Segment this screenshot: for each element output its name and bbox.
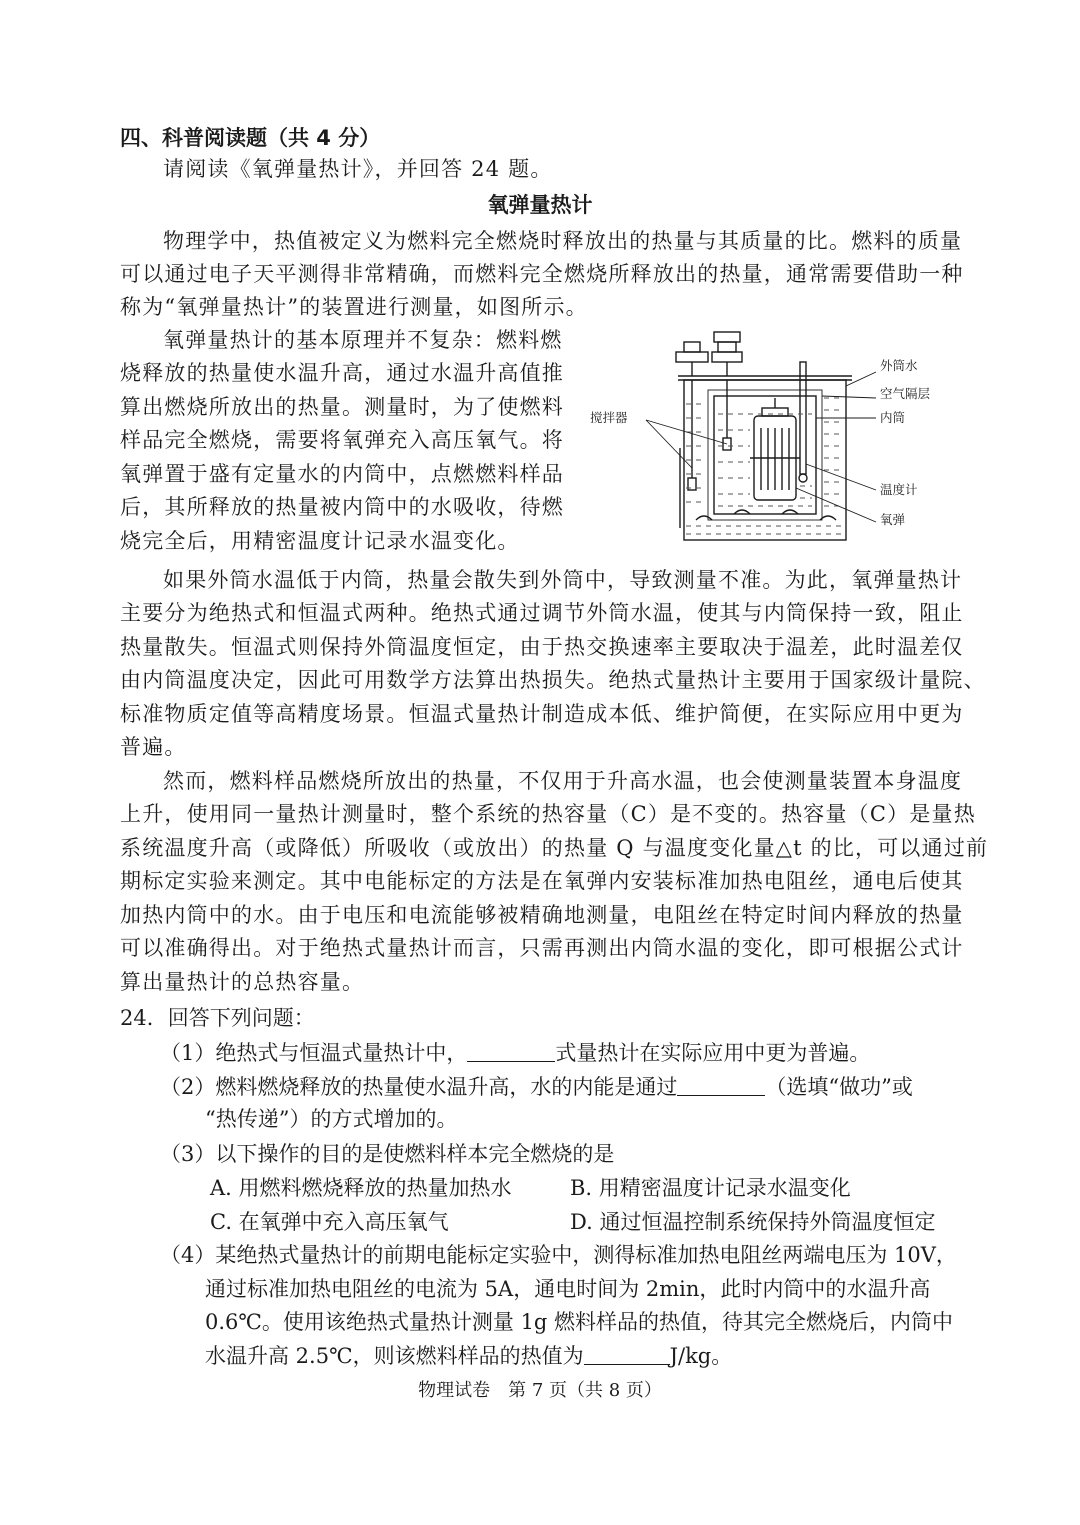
question-2: [160, 1072, 913, 1102]
question-3: （3）以下操作的目的是使燃料样本完全燃烧的是: [160, 1142, 615, 1166]
stirrer-motor-left: [676, 352, 708, 362]
paragraph-line: 普遍。: [120, 735, 187, 759]
paragraph-line: 烧完全后，用精密温度计记录水温变化。: [120, 529, 520, 553]
stirrer-motor-right: [714, 332, 740, 342]
paragraph-line: 算出燃烧所放出的热量。测量时，为了使燃料: [120, 395, 564, 419]
question-1-text: （1）绝热式与恒温式量热计中，: [160, 1041, 468, 1065]
paragraph-line: 加热内筒中的水。由于电压和电流能够被精确地测量，电阻丝在特定时间内释放的热量: [120, 903, 964, 927]
paragraph-line: 可以准确得出。对于绝热式量热计而言，只需再测出内筒水温的变化，即可根据公式计: [120, 936, 964, 960]
answer-blank-2[interactable]: [677, 1073, 765, 1096]
answer-blank-4[interactable]: [584, 1342, 670, 1365]
option-c[interactable]: C. 在氧弹中充入高压氧气: [210, 1210, 449, 1234]
paragraph-line: 称为“氧弹量热计”的装置进行测量，如图所示。: [120, 295, 588, 319]
paragraph-line: 烧释放的热量使水温升高，通过水温升高值推: [120, 361, 564, 385]
paragraph-line: 样品完全燃烧，需要将氧弹充入高压氧气。将: [120, 428, 564, 452]
label-oxygen-bomb: 氧弹: [880, 512, 906, 527]
question-4-line: 0.6℃。使用该绝热式量热计测量 1g 燃料样品的热值，待其完全燃烧后，内筒中: [205, 1310, 954, 1334]
paragraph-line: 由内筒温度决定，因此可用数学方法算出热损失。绝热式量热计主要用于国家级计量院、: [120, 668, 986, 692]
question-2-text-end: （选填“做功”或: [765, 1075, 913, 1099]
paragraph-line: 可以通过电子天平测得非常精确，而燃料完全燃烧所释放出的热量，通常需要借助一种: [120, 262, 964, 286]
answer-blank-1[interactable]: [467, 1039, 555, 1062]
paragraph-line: 算出量热计的总热容量。: [120, 970, 365, 994]
section-heading: 四、科普阅读题（共 4 分）: [120, 126, 381, 150]
paragraph-line: 标准物质定值等高精度场景。恒温式量热计制造成本低、维护简便，在实际应用中更为: [120, 702, 964, 726]
reading-instruction: 请阅读《氧弹量热计》，并回答 24 题。: [163, 157, 553, 181]
paragraph-line: 如果外筒水温低于内筒，热量会散失到外筒中，导致测量不准。为此，氧弹量热计: [163, 568, 963, 592]
question-2-continued: “热传递”）的方式增加的。: [205, 1107, 458, 1131]
question-4-unit: J/kg。: [669, 1344, 733, 1368]
paragraph-line: 热量散失。恒温式则保持外筒温度恒定，由于热交换速率主要取决于温差，此时温差仅: [120, 635, 964, 659]
label-inner-cylinder: 内筒: [880, 410, 906, 425]
label-outer-water: 外筒水: [880, 358, 918, 373]
paragraph-line: 然而，燃料样品燃烧所放出的热量，不仅用于升高水温，也会使测量装置本身温度: [163, 769, 963, 793]
paragraph-line: 氧弹量热计的基本原理并不复杂：燃料燃: [163, 328, 563, 352]
paragraph-line: 上升，使用同一量热计测量时，整个系统的热容量（C）是不变的。热容量（C）是量热: [120, 802, 976, 826]
question-stem: 24．回答下列问题：: [120, 1006, 315, 1030]
option-d[interactable]: D. 通过恒温控制系统保持外筒温度恒定: [570, 1210, 936, 1234]
option-b[interactable]: B. 用精密温度计记录水温变化: [570, 1176, 851, 1200]
paragraph-line: 期标定实验来测定。其中电能标定的方法是在氧弹内安装标准加热电阻丝，通电后使其: [120, 869, 964, 893]
paragraph-line: 系统温度升高（或降低）所吸收（或放出）的热量 Q 与温度变化量△t 的比，可以通过前: [120, 836, 989, 860]
question-1: [160, 1038, 870, 1068]
question-2-text: （2）燃料燃烧释放的热量使水温升高，水的内能是通过: [160, 1075, 678, 1099]
label-air-gap: 空气隔层: [880, 386, 931, 401]
label-thermometer: 温度计: [880, 482, 918, 497]
question-4-line: 通过标准加热电阻丝的电流为 5A，通电时间为 2min，此时内筒中的水温升高: [205, 1277, 931, 1301]
question-4-line: （4）某绝热式量热计的前期电能标定实验中，测得标准加热电阻丝两端电压为 10V，: [160, 1243, 957, 1267]
thermometer: [800, 362, 806, 474]
option-a[interactable]: A. 用燃料燃烧释放的热量加热水: [210, 1176, 512, 1200]
question-1-text-end: 式量热计在实际应用中更为普遍。: [555, 1041, 871, 1065]
article-title: 氧弹量热计: [487, 193, 593, 217]
paragraph-line: 物理学中，热值被定义为燃料完全燃烧时释放出的热量与其质量的比。燃料的质量: [163, 229, 963, 253]
paragraph-line: 主要分为绝热式和恒温式两种。绝热式通过调节外筒水温，使其与内筒保持一致，阻止: [120, 601, 964, 625]
paragraph-line: 后，其所释放的热量被内筒中的水吸收，待燃: [120, 495, 564, 519]
question-4-text: 水温升高 2.5℃，则该燃料样品的热值为: [205, 1344, 584, 1368]
question-4-line: [205, 1341, 732, 1371]
calorimeter-diagram: [584, 318, 954, 550]
paragraph-line: 氧弹置于盛有定量水的内筒中，点燃燃料样品: [120, 462, 564, 486]
page-footer: 物理试卷 第 7 页（共 8 页）: [418, 1380, 662, 1401]
label-stirrer: 搅拌器: [590, 410, 628, 425]
